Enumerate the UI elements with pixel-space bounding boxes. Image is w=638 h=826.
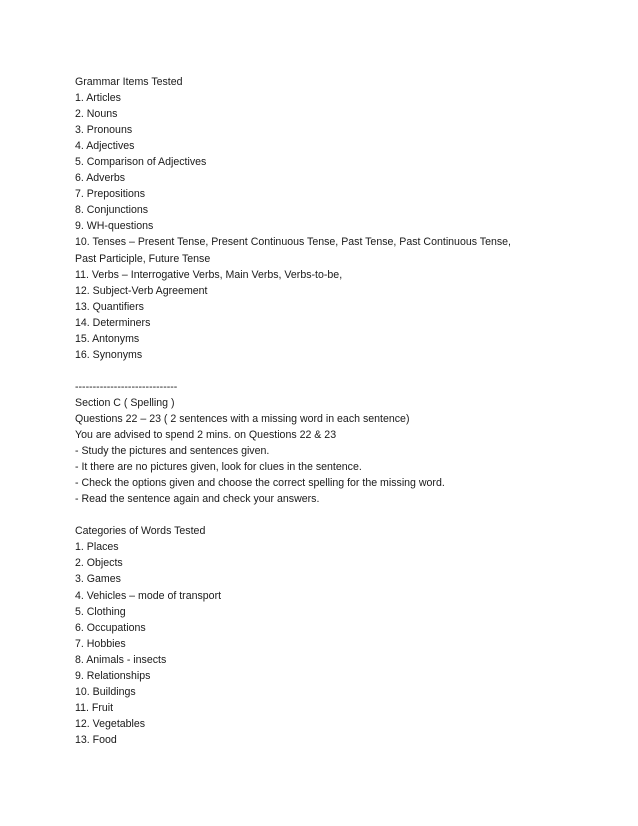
grammar-heading: Grammar Items Tested — [75, 76, 183, 88]
section-questions: Questions 22 – 23 ( 2 sentences with a missing word in each sentence) — [75, 412, 410, 425]
grammar-item: 3. Pronouns — [75, 124, 133, 137]
category-item: 1. Places — [75, 541, 119, 554]
categories-heading: Categories of Words Tested — [75, 525, 206, 538]
grammar-item: 10. Tenses – Present Tense, Present Continuous Tense, Past Tense, Past Continuous Tense, — [75, 236, 511, 249]
grammar-item: 5. Comparison of Adjectives — [75, 156, 207, 169]
grammar-item: 7. Prepositions — [75, 188, 146, 201]
grammar-item: 12. Subject-Verb Agreement — [75, 284, 208, 297]
grammar-item: 13. Quantifiers — [75, 300, 144, 313]
section-tip: - Check the options given and choose the correct spelling for the missing word. — [75, 477, 445, 490]
category-item: 13. Food — [75, 733, 117, 746]
document-page — [75, 74, 615, 748]
spacer — [75, 363, 615, 379]
category-item: 4. Vehicles – mode of transport — [75, 589, 222, 602]
category-item: 6. Occupations — [75, 621, 146, 634]
grammar-item: 15. Antonyms — [75, 332, 140, 345]
grammar-item-continuation: Past Participle, Future Tense — [75, 252, 211, 265]
grammar-item: 11. Verbs – Interrogative Verbs, Main Verbs, Verbs-to-be, — [75, 268, 343, 281]
category-item: 2. Objects — [75, 557, 123, 570]
section-title: Section C ( Spelling ) — [75, 396, 175, 409]
grammar-item: 2. Nouns — [75, 108, 118, 121]
grammar-item: 4. Adjectives — [75, 140, 135, 153]
section-advice: You are advised to spend 2 mins. on Questions 22 & 23 — [75, 429, 337, 442]
grammar-item: 6. Adverbs — [75, 172, 126, 185]
spacer — [75, 507, 615, 523]
section-tip: - Read the sentence again and check your answers. — [75, 493, 320, 506]
section-tip: - Study the pictures and sentences given. — [75, 445, 270, 458]
category-item: 10. Buildings — [75, 685, 136, 698]
section-divider: ----------------------------- — [75, 380, 178, 393]
grammar-item: 16. Synonyms — [75, 348, 143, 361]
grammar-item: 8. Conjunctions — [75, 204, 149, 217]
section-tip: - It there are no pictures given, look for clues in the sentence. — [75, 461, 362, 474]
grammar-item: 9. WH-questions — [75, 220, 154, 233]
category-item: 5. Clothing — [75, 605, 126, 618]
category-item: 8. Animals - insects — [75, 653, 167, 666]
grammar-item: 1. Articles — [75, 92, 121, 105]
category-item: 7. Hobbies — [75, 637, 126, 650]
grammar-item: 14. Determiners — [75, 316, 151, 329]
category-item: 12. Vegetables — [75, 717, 146, 730]
category-item: 3. Games — [75, 573, 121, 586]
category-item: 11. Fruit — [75, 701, 114, 714]
category-item: 9. Relationships — [75, 669, 151, 682]
